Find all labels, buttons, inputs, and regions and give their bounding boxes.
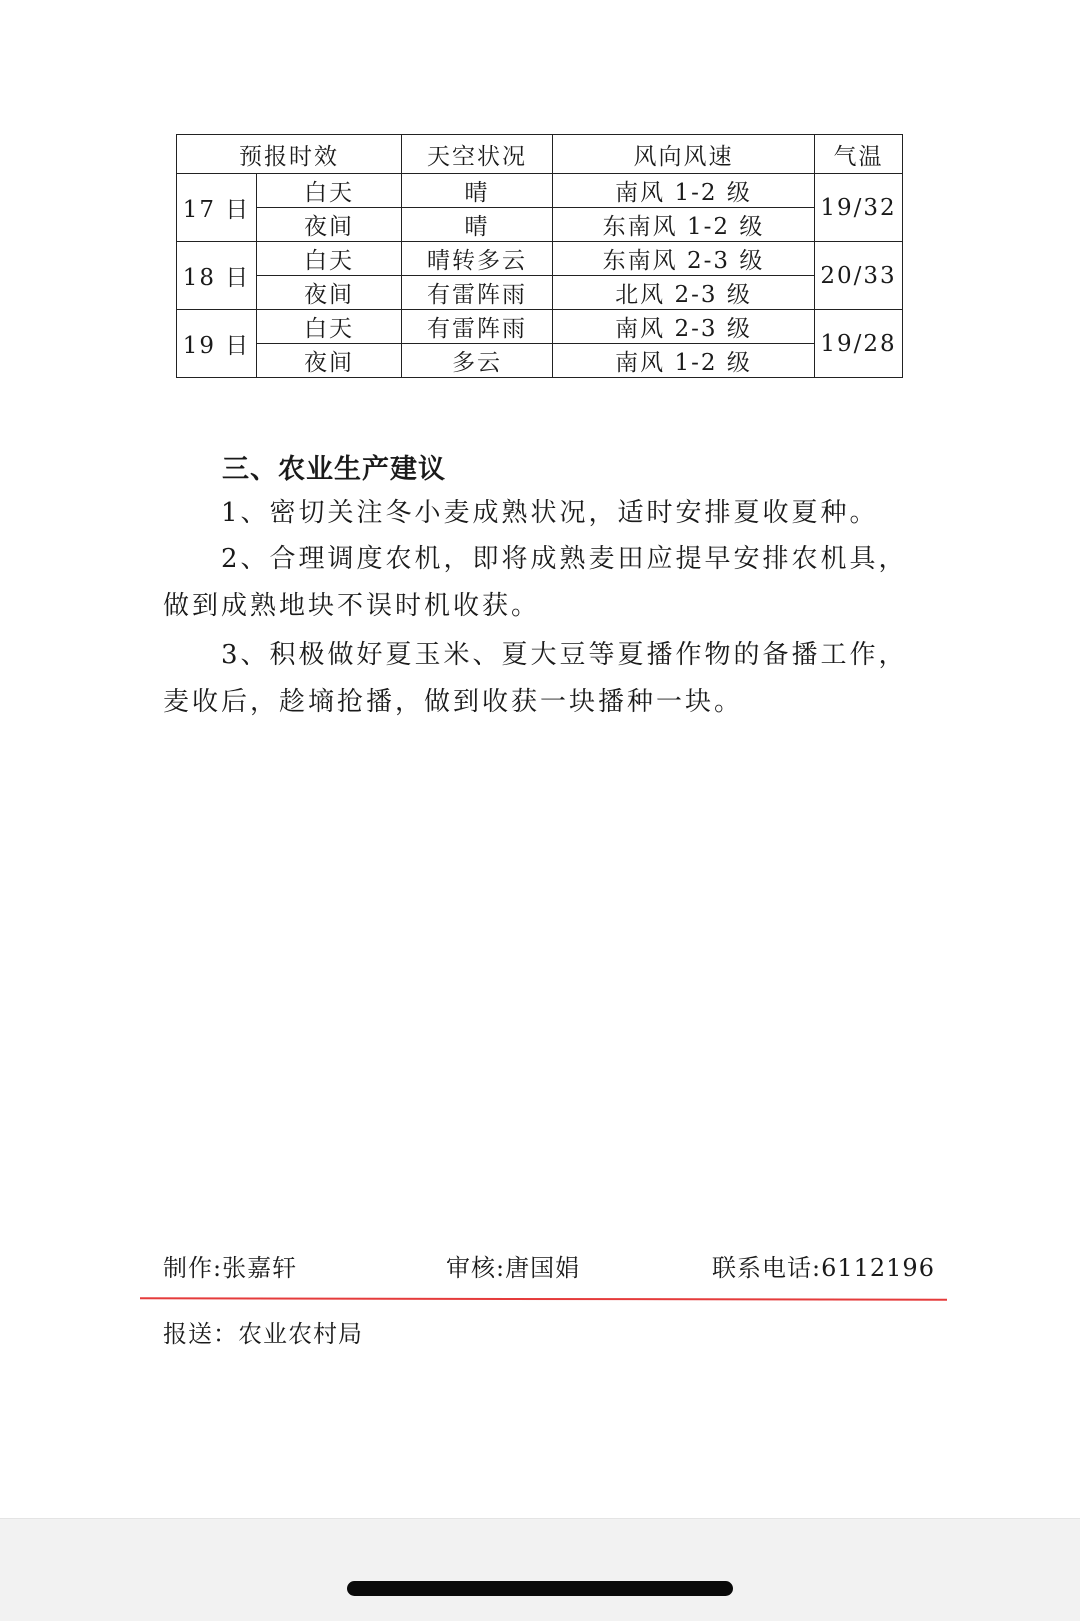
table-row xyxy=(177,310,903,344)
home-indicator[interactable] xyxy=(347,1581,733,1596)
sky-cell: 有雷阵雨 xyxy=(402,276,553,310)
contact-phone: 联系电话:6112196 xyxy=(712,1254,935,1282)
advice-item-2: 2、合理调度农机，即将成熟麦田应提早安排农机具，做到成熟地块不误时机收获。 xyxy=(163,544,908,621)
date-cell: 19 日 xyxy=(177,310,257,378)
period-cell: 夜间 xyxy=(257,276,402,310)
advice-item-1: 1、密切关注冬小麦成熟状况，适时安排夏收夏种。 xyxy=(221,498,879,528)
reviewer-label: 审核:唐国娟 xyxy=(446,1254,581,1282)
period-cell: 白天 xyxy=(257,174,402,208)
header-sky: 天空状况 xyxy=(402,135,553,174)
header-temperature: 气温 xyxy=(815,135,903,174)
sky-cell: 有雷阵雨 xyxy=(402,310,553,344)
bottom-bar xyxy=(0,1518,1080,1621)
header-forecast-period: 预报时效 xyxy=(177,135,402,174)
wind-cell: 南风 1-2 级 xyxy=(553,344,815,378)
table-row xyxy=(177,242,903,276)
sky-cell: 晴转多云 xyxy=(402,242,553,276)
temperature-cell: 20/33 xyxy=(815,242,903,310)
sky-cell: 晴 xyxy=(402,208,553,242)
advice-item-3: 3、积极做好夏玉米、夏大豆等夏播作物的备播工作，麦收后，趁墒抢播，做到收获一块播种一块。 xyxy=(163,640,908,717)
wind-cell: 南风 2-3 级 xyxy=(553,310,815,344)
period-cell: 白天 xyxy=(257,242,402,276)
temperature-cell: 19/32 xyxy=(815,174,903,242)
period-cell: 夜间 xyxy=(257,208,402,242)
wind-cell: 东南风 2-3 级 xyxy=(553,242,815,276)
wind-cell: 南风 1-2 级 xyxy=(553,174,815,208)
forecast-table xyxy=(176,134,903,378)
date-cell: 17 日 xyxy=(177,174,257,242)
period-cell: 夜间 xyxy=(257,344,402,378)
wind-cell: 东南风 1-2 级 xyxy=(553,208,815,242)
section-heading: 三、农业生产建议 xyxy=(222,454,446,485)
period-cell: 白天 xyxy=(257,310,402,344)
producer-label: 制作:张嘉轩 xyxy=(163,1254,298,1282)
sky-cell: 晴 xyxy=(402,174,553,208)
table-row xyxy=(177,344,903,378)
table-header-row xyxy=(177,135,903,174)
temperature-cell: 19/28 xyxy=(815,310,903,378)
send-to-label: 报送：农业农村局 xyxy=(163,1320,363,1348)
sky-cell: 多云 xyxy=(402,344,553,378)
wind-cell: 北风 2-3 级 xyxy=(553,276,815,310)
date-cell: 18 日 xyxy=(177,242,257,310)
table-row xyxy=(177,208,903,242)
table-row xyxy=(177,174,903,208)
header-wind: 风向风速 xyxy=(553,135,815,174)
red-divider xyxy=(140,1297,947,1300)
table-row xyxy=(177,276,903,310)
